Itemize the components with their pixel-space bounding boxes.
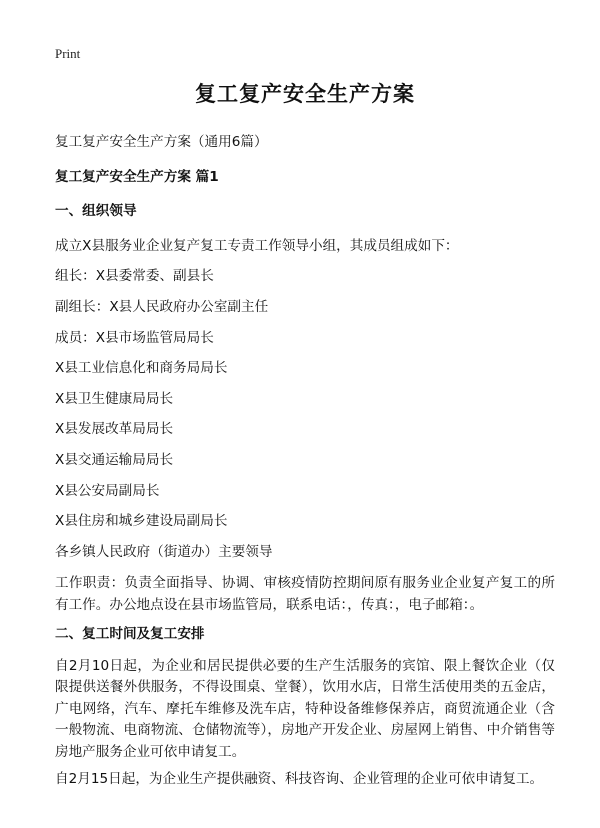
section1-line: X县交通运输局局长 xyxy=(55,451,174,468)
section-heading-organization: 一、组织领导 xyxy=(55,203,137,220)
section1-line: X县公安局副局长 xyxy=(55,482,160,499)
section-heading-schedule: 二、复工时间及复工安排 xyxy=(55,626,205,643)
section1-line: 各乡镇人民政府（街道办）主要领导 xyxy=(55,543,273,560)
section1-line: 组长：X县委常委、副县长 xyxy=(55,268,214,285)
print-label: Print xyxy=(55,46,81,61)
article-heading: 复工复产安全生产方案 篇1 xyxy=(55,168,219,185)
document-title: 复工复产安全生产方案 xyxy=(195,82,415,106)
section1-line: X县住房和城乡建设局副局长 xyxy=(55,513,228,530)
section1-line: X县发展改革局局长 xyxy=(55,421,174,438)
section1-line: X县工业信息化和商务局局长 xyxy=(55,360,228,377)
section1-duties: 工作职责：负责全面指导、协调、审核疫情防控期间原有服务业企业复产复工的所有工作。办公地点设在县市场监管局，联系电话：，传真：，电子邮箱：。 xyxy=(55,575,555,613)
document-subtitle: 复工复产安全生产方案（通用6篇） xyxy=(55,134,268,150)
document-body xyxy=(55,80,555,794)
section1-line: 副组长：X县人民政府办公室副主任 xyxy=(55,298,269,315)
section1-line: 成员：X县市场监管局局长 xyxy=(55,329,214,346)
section2-paragraph-2: 自2月15日起，为企业生产提供融资、科技咨询、企业管理的企业可依申请复工。 xyxy=(55,771,544,788)
section2-paragraph-1: 自2月10日起，为企业和居民提供必要的生产生活服务的宾馆、限上餐饮企业（仅限提供送餐外供服务，不得设围桌、堂餐），饮用水店，日常生活使用类的五金店，广电网络，汽车、摩托车维修及洗车店，特种设备维修保养店，商贸流通企业（含一般物流、电商物流、仓储物流等），房地产开发企业、房屋网上销售、中介销售等房地产服务企业可依申请复工。 xyxy=(55,657,555,760)
section1-line: 成立X县服务业企业复产复工专责工作领导小组，其成员组成如下： xyxy=(55,237,459,254)
section1-line: X县卫生健康局局长 xyxy=(55,390,174,407)
